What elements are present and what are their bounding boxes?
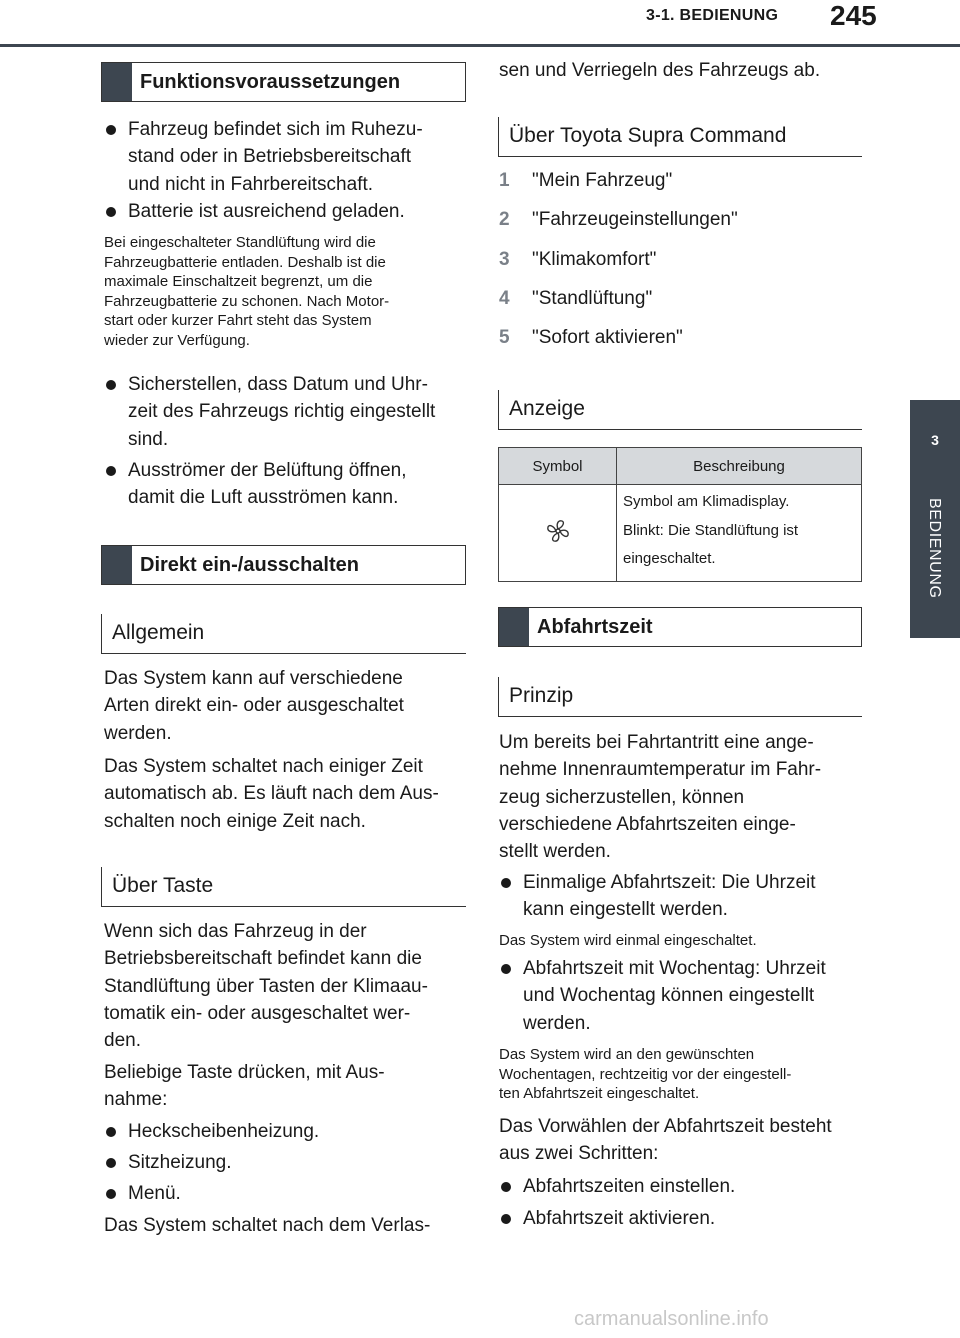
note-line: Wochentagen, rechtzeitig vor der eingestell- bbox=[499, 1065, 792, 1083]
step-number: 4 bbox=[499, 288, 510, 309]
note-line: start oder kurzer Fahrt steht das System bbox=[104, 312, 372, 329]
symbol-table bbox=[498, 447, 862, 582]
watermark: carmanualsonline.info bbox=[574, 1308, 769, 1330]
text-line: schalten noch einige Zeit nach. bbox=[104, 810, 366, 832]
text-line: automatisch ab. Es läuft nach dem Aus- bbox=[104, 783, 439, 805]
step-text: "Fahrzeugeinstellungen" bbox=[532, 209, 738, 230]
text-line: Arten direkt ein- oder ausgeschaltet bbox=[104, 695, 404, 717]
subheading-taste bbox=[101, 867, 466, 907]
text-line: Standlüftung über Tasten der Klimaau- bbox=[104, 975, 428, 997]
heading-bar bbox=[102, 63, 132, 101]
table-text: Symbol am Klimadisplay. bbox=[623, 493, 790, 510]
list-item bbox=[104, 116, 466, 198]
subheading-text: Prinzip bbox=[509, 684, 574, 707]
subheading-anzeige bbox=[498, 390, 862, 430]
note-line: wieder zur Verfügung. bbox=[104, 331, 250, 349]
bullet-icon bbox=[501, 878, 511, 888]
text-line: Beliebige Taste drücken, mit Aus- bbox=[104, 1062, 385, 1083]
paragraph bbox=[104, 1059, 466, 1114]
bullet-icon bbox=[106, 380, 116, 390]
chapter-title: BEDIENUNG bbox=[926, 498, 943, 599]
list-text: Abfahrtszeit mit Wochentag: Uhrzeit bbox=[523, 958, 826, 979]
text-line: nehme Innenraumtemperatur im Fahr- bbox=[499, 759, 822, 781]
text-line: zeug sicherzustellen, können bbox=[499, 786, 745, 808]
list-text: werden. bbox=[523, 1012, 591, 1034]
heading-abfahrtszeit bbox=[498, 607, 862, 647]
heading-direkt bbox=[101, 545, 466, 585]
text-line: sen und Verriegeln des Fahrzeugs ab. bbox=[499, 60, 821, 81]
subheading-prinzip bbox=[498, 677, 862, 717]
list-text: zeit des Fahrzeugs richtig eingestellt bbox=[128, 401, 436, 423]
note-line: ten Abfahrtszeit eingeschaltet. bbox=[499, 1085, 700, 1102]
step-number: 1 bbox=[499, 170, 510, 191]
heading-bar bbox=[499, 608, 529, 646]
table-text: Blinkt: Die Standlüftung ist bbox=[623, 522, 799, 539]
table-header-row bbox=[499, 448, 862, 485]
step-number: 3 bbox=[499, 249, 510, 270]
text-line: den. bbox=[104, 1030, 141, 1052]
text-line: Betriebsbereitschaft befindet kann die bbox=[104, 948, 422, 970]
text-line: Wenn sich das Fahrzeug in der bbox=[104, 921, 367, 942]
table-header: Beschreibung bbox=[617, 448, 862, 485]
step-text: "Sofort aktivieren" bbox=[532, 327, 683, 348]
paragraph bbox=[104, 753, 466, 835]
section-title: 3-1. BEDIENUNG bbox=[646, 7, 779, 24]
subheading-text: Allgemein bbox=[112, 621, 205, 644]
paragraph bbox=[104, 665, 466, 747]
note-paragraph bbox=[499, 931, 861, 951]
paragraph bbox=[104, 1212, 466, 1239]
note-line: maximale Einschaltzeit begrenzt, um die bbox=[104, 273, 373, 290]
list-text: damit die Luft ausströmen kann. bbox=[128, 487, 399, 509]
paragraph bbox=[499, 729, 861, 865]
list-item bbox=[104, 198, 466, 225]
list-text: Menü. bbox=[128, 1183, 181, 1204]
list-text: Einmalige Abfahrtszeit: Die Uhrzeit bbox=[523, 872, 816, 893]
list-text: Heckscheibenheizung. bbox=[128, 1121, 320, 1142]
step-text: "Klimakomfort" bbox=[532, 249, 657, 270]
heading-bar bbox=[102, 546, 132, 584]
list-text: Abfahrtszeit aktivieren. bbox=[523, 1208, 716, 1229]
subheading-command bbox=[498, 117, 862, 157]
note-line: Fahrzeugbatterie zu schonen. Nach Motor- bbox=[104, 292, 390, 310]
table-header: Symbol bbox=[499, 448, 617, 485]
text-line: aus zwei Schritten: bbox=[499, 1143, 659, 1165]
text-line: Das Vorwählen der Abfahrtszeit besteht bbox=[499, 1116, 832, 1137]
note-line: Fahrzeugbatterie entladen. Deshalb ist die bbox=[104, 253, 386, 271]
list-text: Fahrzeug befindet sich im Ruhezu- bbox=[128, 119, 423, 140]
text-line: nahme: bbox=[104, 1089, 168, 1111]
list-item bbox=[104, 457, 466, 512]
text-line: Das System schaltet nach dem Verlas- bbox=[104, 1215, 431, 1236]
text-line: Um bereits bei Fahrtantritt eine ange- bbox=[499, 732, 814, 753]
step-number: 2 bbox=[499, 209, 510, 230]
note-paragraph bbox=[499, 1045, 861, 1104]
list-text: Abfahrtszeiten einstellen. bbox=[523, 1176, 736, 1197]
list-text: kann eingestellt werden. bbox=[523, 899, 728, 921]
bullet-icon bbox=[106, 1158, 116, 1168]
list-text: Ausströmer der Belüftung öffnen, bbox=[128, 460, 407, 481]
header-rule bbox=[0, 44, 960, 47]
note-line: Das System wird einmal eingeschaltet. bbox=[499, 932, 757, 949]
fan-icon bbox=[545, 518, 571, 544]
text-line: stellt werden. bbox=[499, 841, 611, 863]
paragraph bbox=[499, 1113, 861, 1168]
bullet-icon bbox=[106, 207, 116, 217]
page-number: 245 bbox=[830, 0, 877, 31]
heading-funktionsvoraussetzungen bbox=[101, 62, 466, 102]
text-line: Das System schaltet nach einiger Zeit bbox=[104, 756, 423, 777]
bullet-icon bbox=[106, 466, 116, 476]
subheading-text: Über Toyota Supra Command bbox=[509, 124, 787, 147]
table-row bbox=[499, 485, 862, 582]
list-item bbox=[104, 1149, 466, 1176]
heading-text: Funktionsvoraussetzungen bbox=[140, 71, 401, 93]
list-text: stand oder in Betriebsbereitschaft bbox=[128, 146, 412, 168]
paragraph bbox=[499, 57, 861, 84]
bullet-icon bbox=[106, 1189, 116, 1199]
heading-text: Direkt ein-/ausschalten bbox=[140, 554, 359, 576]
list-text: Batterie ist ausreichend geladen. bbox=[128, 201, 405, 222]
bullet-icon bbox=[501, 964, 511, 974]
table-text: eingeschaltet. bbox=[623, 550, 716, 567]
bullet-icon bbox=[501, 1182, 511, 1192]
step-number: 5 bbox=[499, 327, 510, 348]
step-text: "Mein Fahrzeug" bbox=[532, 170, 673, 191]
step-text: "Standlüftung" bbox=[532, 288, 653, 309]
heading-text: Abfahrtszeit bbox=[537, 616, 653, 638]
list-text: und nicht in Fahrbereitschaft. bbox=[128, 173, 374, 195]
text-line: Das System kann auf verschiedene bbox=[104, 668, 403, 689]
list-text: sind. bbox=[128, 428, 169, 450]
list-item bbox=[499, 869, 861, 924]
subheading-allgemein bbox=[101, 614, 466, 654]
bullet-icon bbox=[106, 1127, 116, 1137]
text-line: werden. bbox=[104, 722, 172, 744]
subheading-text: Anzeige bbox=[509, 397, 585, 420]
note-paragraph bbox=[104, 233, 466, 350]
note-line: Bei eingeschalteter Standlüftung wird die bbox=[104, 234, 376, 251]
text-line: verschiedene Abfahrtszeiten einge- bbox=[499, 813, 796, 835]
list-text: Sicherstellen, dass Datum und Uhr- bbox=[128, 374, 428, 395]
bullet-icon bbox=[106, 125, 116, 135]
bullet-icon bbox=[501, 1214, 511, 1224]
table-cell bbox=[617, 485, 862, 582]
list-item bbox=[104, 1118, 466, 1145]
note-line: Das System wird an den gewünschten bbox=[499, 1046, 755, 1063]
chapter-number: 3 bbox=[931, 432, 939, 448]
text-line: tomatik ein- oder ausgeschaltet wer- bbox=[104, 1002, 411, 1024]
list-item bbox=[499, 955, 861, 1037]
subheading-text: Über Taste bbox=[112, 874, 214, 897]
list-item bbox=[499, 1205, 861, 1232]
list-text: und Wochentag können eingestellt bbox=[523, 985, 815, 1007]
list-item bbox=[499, 1173, 861, 1200]
table-cell bbox=[499, 485, 617, 582]
list-item bbox=[104, 1180, 466, 1207]
paragraph bbox=[104, 918, 466, 1054]
list-text: Sitzheizung. bbox=[128, 1152, 232, 1173]
list-item bbox=[104, 371, 466, 453]
